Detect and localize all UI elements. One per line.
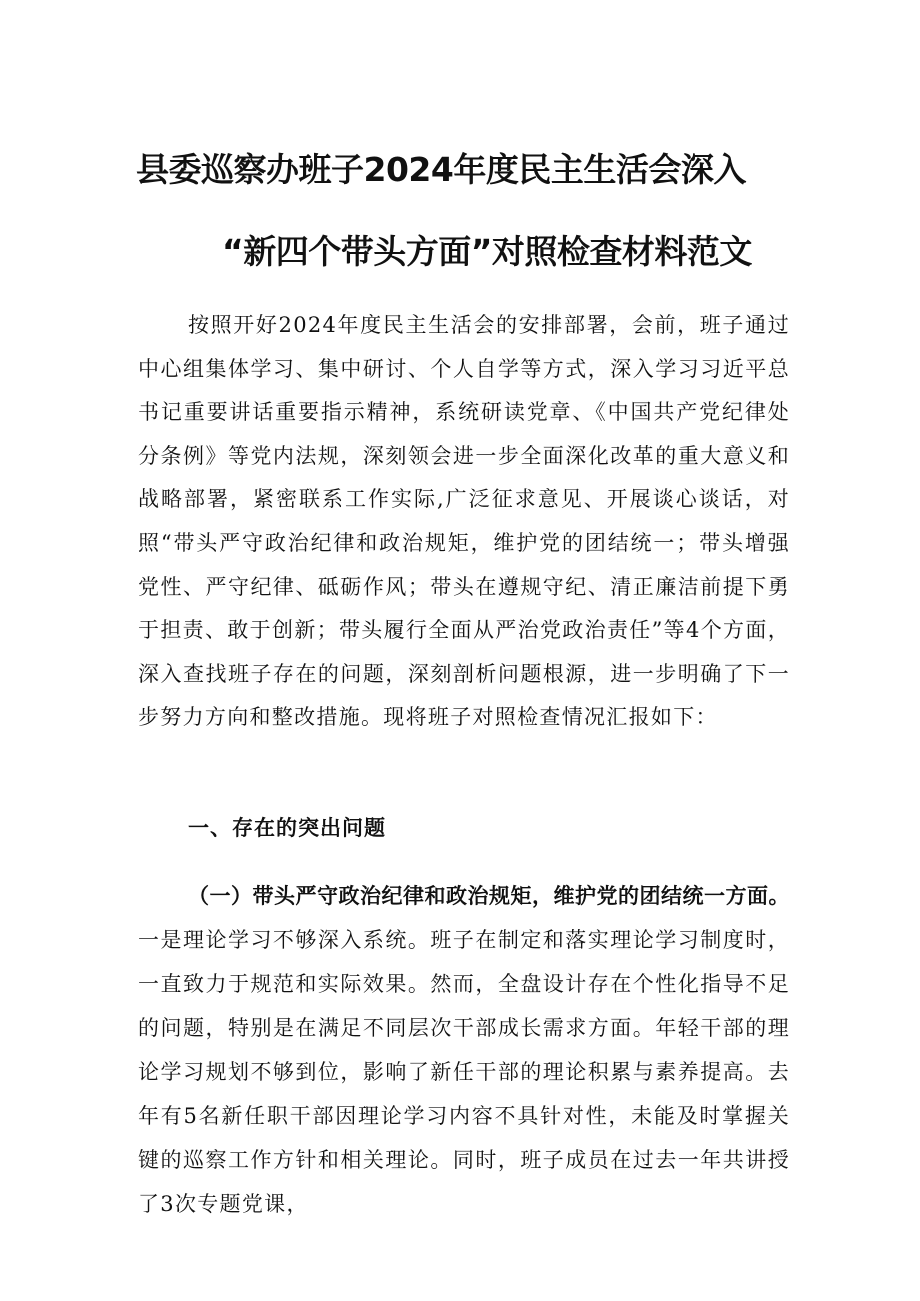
document-title-line-2: “新四个带头方面”对照检查材料范文 bbox=[222, 232, 752, 271]
subsection-1-heading: （一）带头严守政治纪律和政治规矩，维护党的团结统一方面。 bbox=[188, 884, 790, 908]
subsection-1-text: 一是理论学习不够深入系统。班子在制定和落实理论学习制度时，一直致力于规范和实际效果。然而，全盘设计存在个性化指导不足的问题，特别是在满足不同层次干部成长需求方面。年轻干部的理论学习规划不够到位，影响了新任干部的理论积累与素养提高。去年有5名新任职干部因理论学习内容不具针对性，未能及时掌握关键的巡察工作方针和相关理论。同时，班子成员在过去一年共讲授了3次专题党课， bbox=[138, 928, 790, 1216]
section-heading-problems: 一、存在的突出问题 bbox=[188, 816, 386, 840]
intro-paragraph: 按照开好2024年度民主生活会的安排部署，会前，班子通过中心组集体学习、集中研讨、个人自学等方式，深入学习习近平总书记重要讲话重要指示精神，系统研读党章、《中国共产党纪律处分条例》等党内法规，深刻领会进一步全面深化改革的重大意义和战略部署，紧密联系工作实际,广泛征求意见、开展谈心谈话，对照“带头严守政治纪律和政治规矩，维护党的团结统一；带头增强党性、严守纪律、砥砺作风；带头在遵规守纪、清正廉洁前提下勇于担责、敢于创新；带头履行全面从严治党政治责任”等4个方面，深入查找班子存在的问题，深刻剖析问题根源，进一步明确了下一步努力方向和整改措施。现将班子对照检查情况汇报如下： bbox=[138, 313, 790, 730]
subsection-1-paragraph bbox=[138, 874, 790, 1226]
document-title-line-1: 县委巡察办班子2024年度民主生活会深入 bbox=[136, 150, 746, 189]
